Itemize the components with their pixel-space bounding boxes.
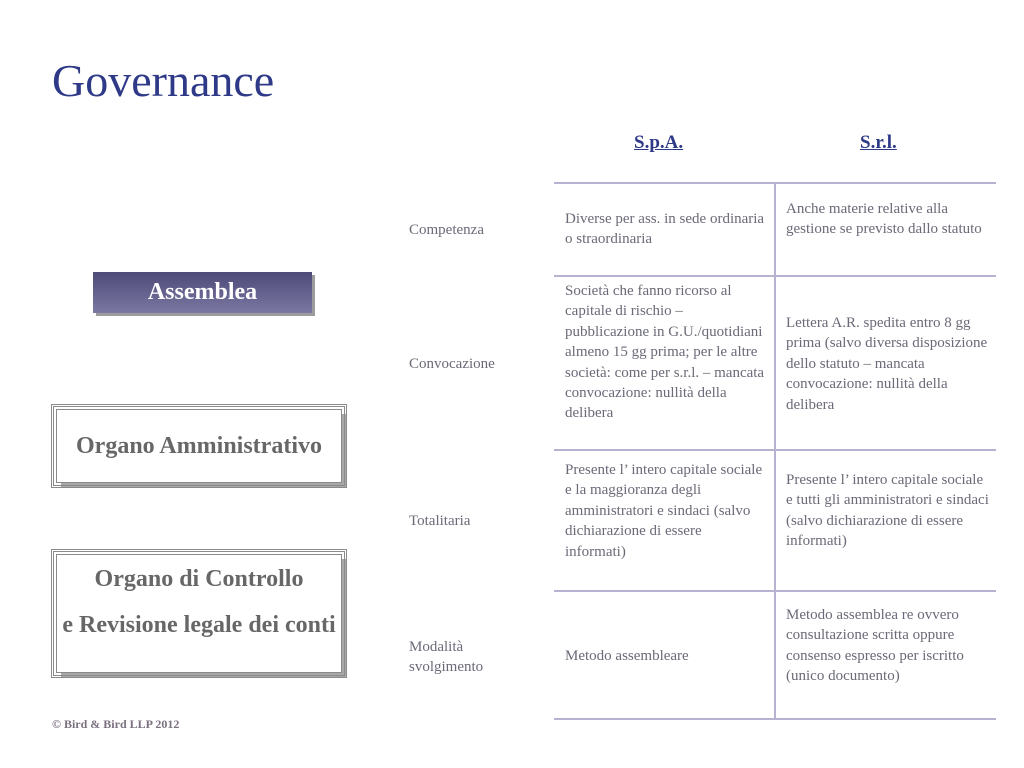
organo-amministrativo-box	[56, 409, 342, 483]
cell-competenza-spa: Diverse per ass. in sede ordinaria o straordinaria	[565, 211, 765, 248]
table-column-divider	[774, 182, 776, 720]
header-srl: S.r.l.	[860, 132, 897, 153]
cell-competenza-srl: Anche materie relative alla gestione se previsto dallo statuto	[786, 201, 982, 238]
comparison-table	[554, 182, 996, 720]
row-label-convocazione: Convocazione	[409, 356, 495, 372]
row-label-competenza: Competenza	[409, 222, 484, 238]
organo-controllo-box	[56, 554, 342, 673]
cell-convocazione-spa: Società che fanno ricorso al capitale di rischio – pubblicazione in G.U./quotidiani almeno 15 gg prima; per le altre società: come per s.r.l. – mancata convocazione: nullità della delibera	[565, 283, 765, 422]
row-label-modalita: Modalità svolgimento	[409, 639, 484, 675]
cell-totalitaria-srl: Presente l’ intero capitale sociale e tutti gli amministratori e sindaci (salvo dichiarazione di essere informati)	[786, 472, 989, 550]
cell-convocazione-srl: Lettera A.R. spedita entro 8 gg prima (salvo diversa disposizione dello statuto – mancata convocazione: nullità della delibera	[786, 315, 988, 413]
organo-controllo-line2: e Revisione legale dei conti	[62, 612, 336, 638]
header-spa: S.p.A.	[634, 132, 684, 153]
organo-controllo-line1: Organo di Controllo	[94, 566, 304, 592]
cell-modalita-srl: Metodo assemblea re ovvero consultazione scritta oppure consenso espresso per iscritto (unico documento)	[786, 607, 964, 685]
copyright-footer: © Bird & Bird LLP 2012	[52, 717, 180, 731]
organo-amministrativo-label: Organo Amministrativo	[76, 432, 322, 459]
assemblea-box: Assemblea	[93, 272, 312, 313]
cell-modalita-spa: Metodo assembleare	[565, 648, 689, 664]
slide-title: Governance	[52, 55, 275, 106]
row-label-totalitaria: Totalitaria	[409, 513, 471, 529]
cell-totalitaria-spa: Presente l’ intero capitale sociale e la maggioranza degli amministratori e sindaci (salvo dichiarazione di essere informati)	[565, 462, 763, 560]
